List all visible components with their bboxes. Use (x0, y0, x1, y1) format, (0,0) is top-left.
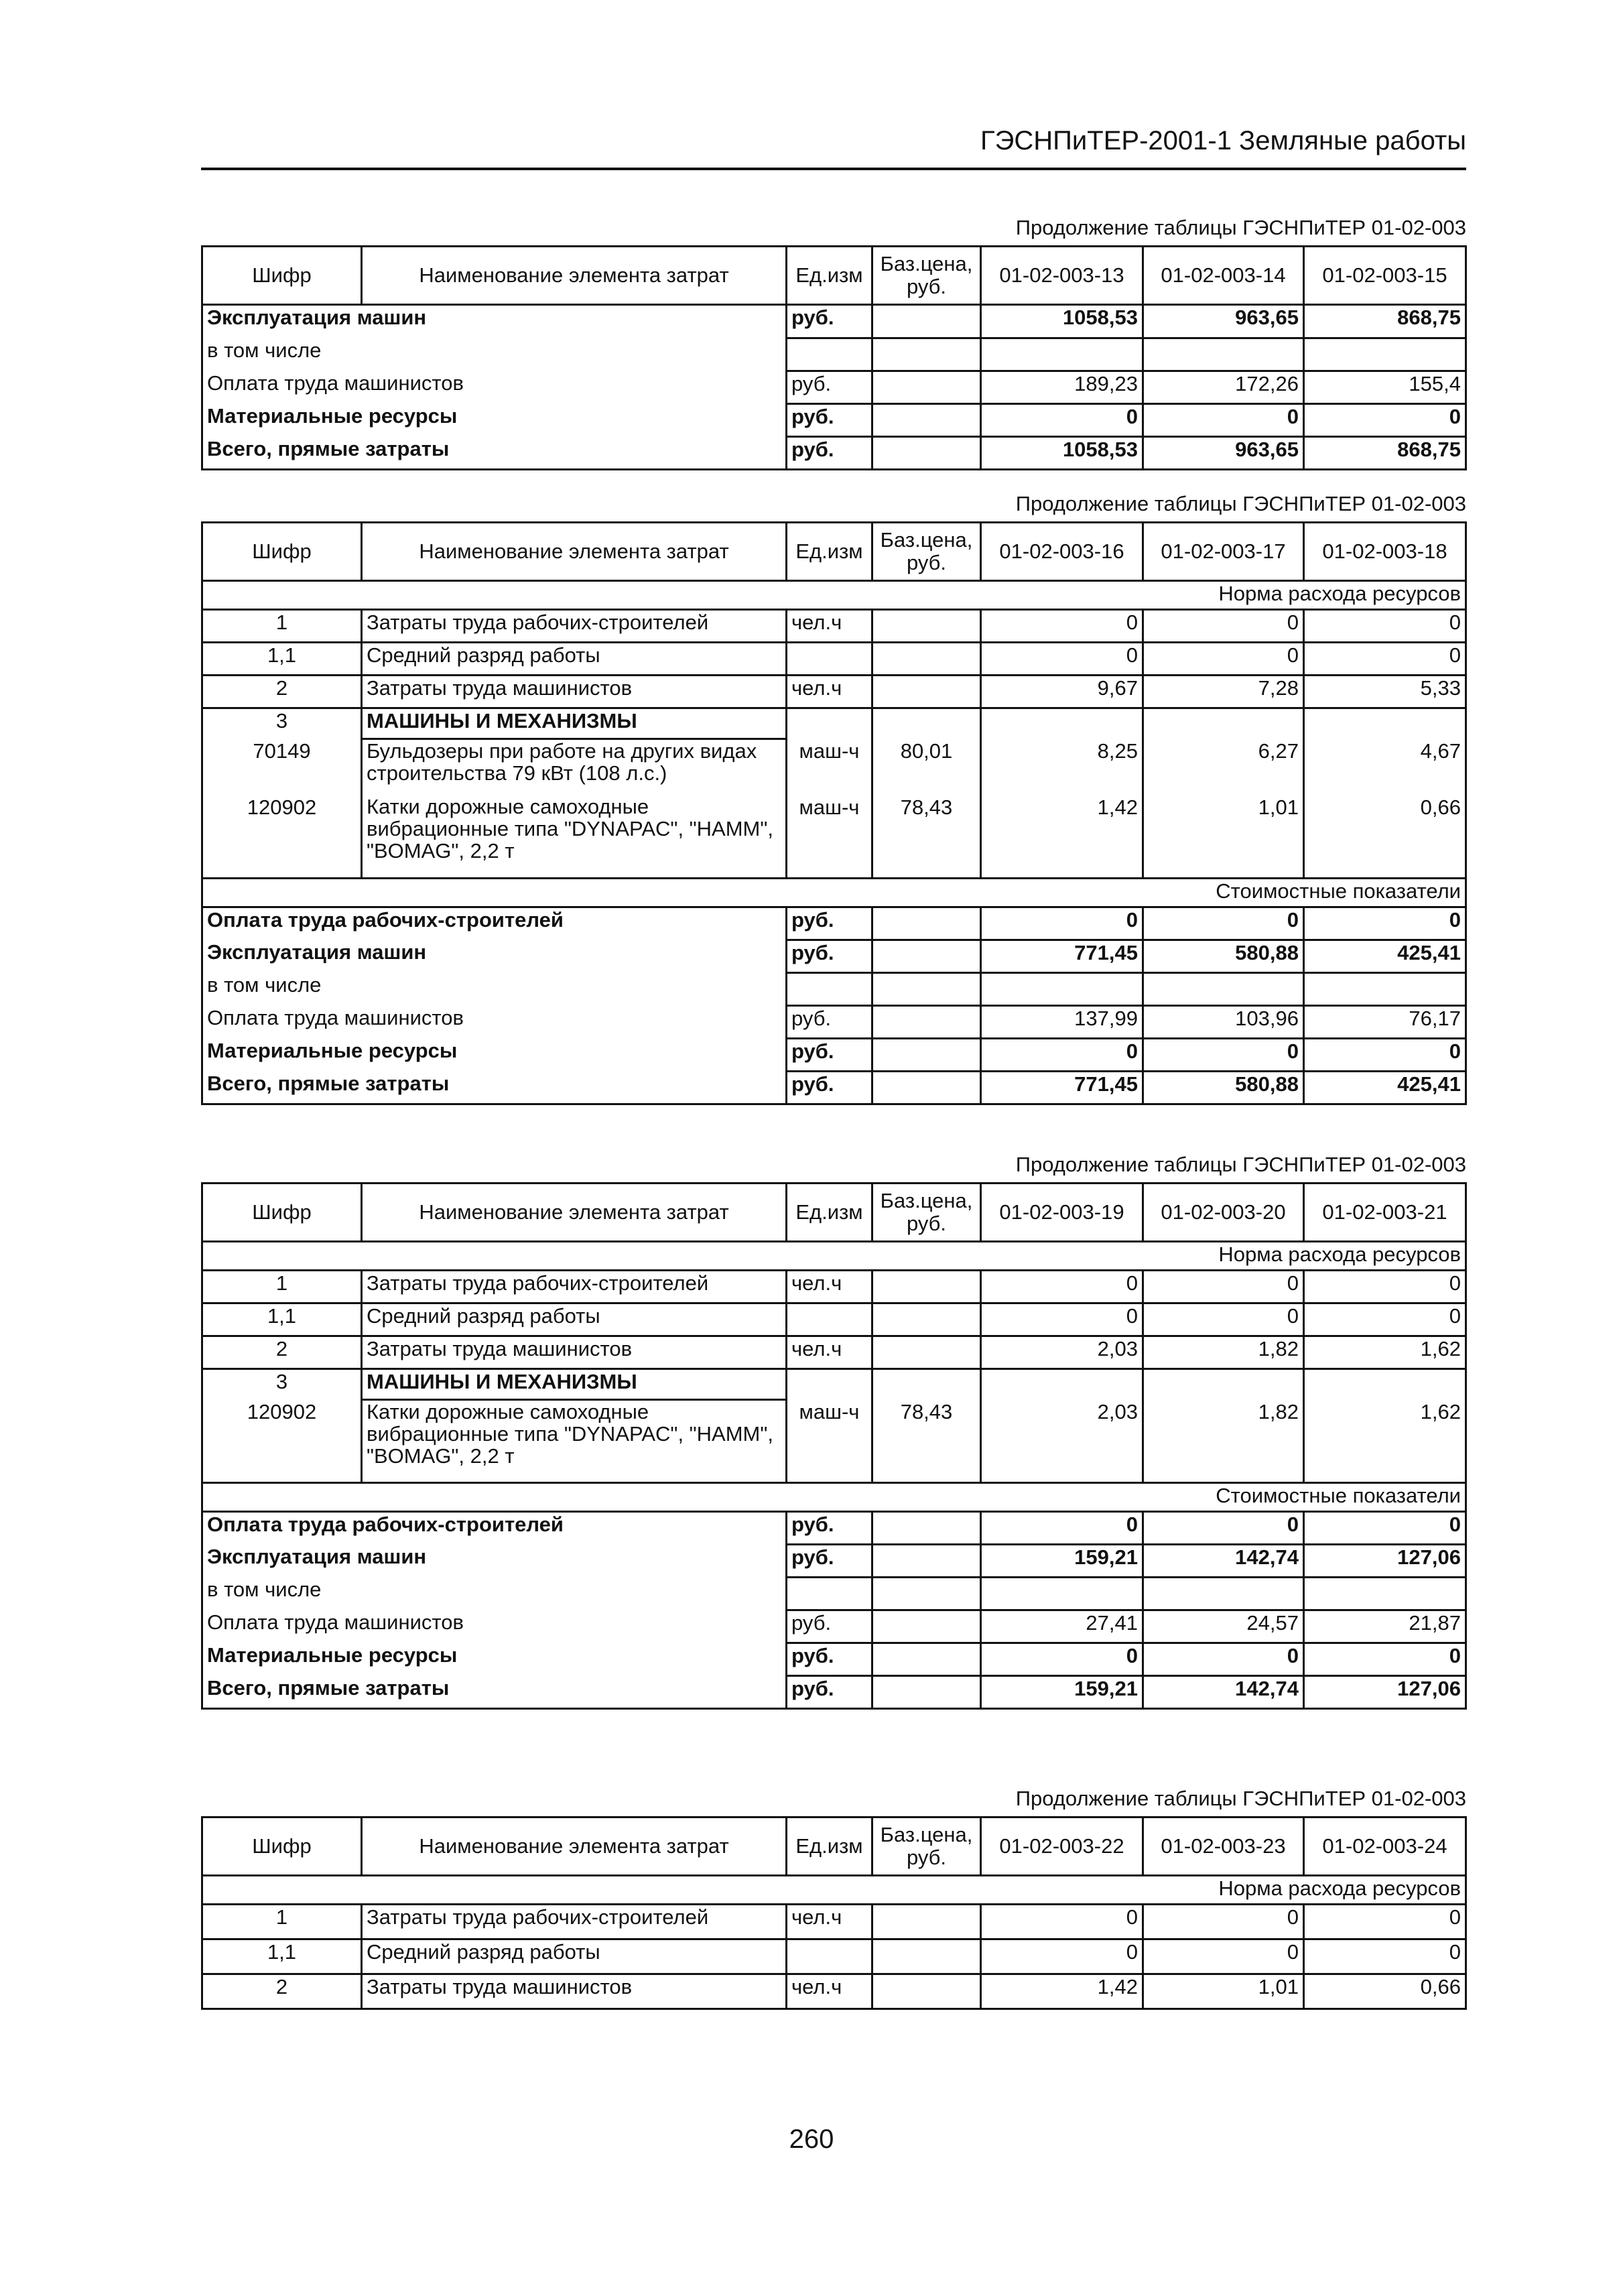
resource-name: Средний разряд работы (362, 1303, 787, 1336)
value-cell: 21,87 (1304, 1610, 1466, 1643)
value-cell: 0 (981, 1039, 1143, 1072)
col-rate-code: 01-02-003-22 (981, 1817, 1143, 1876)
resource-name: Катки дорожные самоходные вибрационные типа "DYNAPAC", "HAMM", "BOMAG", 2,2 т (362, 1400, 787, 1483)
unit-cell: руб. (787, 940, 872, 973)
value-cell: 0 (1143, 610, 1304, 643)
table-row (202, 1643, 1466, 1676)
value-cell: 0 (1304, 1039, 1466, 1072)
rate-table-2 (201, 521, 1467, 1105)
col-rate-code: 01-02-003-15 (1304, 247, 1466, 305)
value-cell: 580,88 (1143, 940, 1304, 973)
value-cell: 1,42 (981, 795, 1143, 879)
value-cell: 1,62 (1304, 1400, 1466, 1483)
section-band (202, 1876, 1466, 1905)
norm-section-label: Норма расхода ресурсов (202, 581, 1466, 610)
value-cell: 0 (1143, 404, 1304, 437)
unit-cell: руб. (787, 371, 872, 404)
table-caption: Продолжение таблицы ГЭСНПиТЕР 01-02-003 (1015, 216, 1466, 239)
unit-cell: руб. (787, 404, 872, 437)
table-row (202, 1303, 1466, 1336)
price-cell (872, 643, 981, 676)
col-rate-code: 01-02-003-16 (981, 523, 1143, 581)
col-price-header: Баз.цена, руб. (872, 247, 981, 305)
value-cell: 4,67 (1304, 739, 1466, 795)
value-cell: 1,01 (1143, 795, 1304, 879)
cost-item-name: Всего, прямые затраты (202, 1072, 787, 1104)
unit-cell: руб. (787, 907, 872, 940)
col-code-header: Шифр (202, 247, 362, 305)
resource-code: 2 (202, 1974, 362, 2009)
norm-section-label: Норма расхода ресурсов (202, 1242, 1466, 1271)
cost-item-name: Материальные ресурсы (202, 1039, 787, 1072)
cost-item-name: Всего, прямые затраты (202, 437, 787, 470)
cost-item-name: Материальные ресурсы (202, 1643, 787, 1676)
table-header-row (202, 1184, 1466, 1242)
rate-table-4 (201, 1816, 1467, 2010)
value-cell: 0 (1304, 643, 1466, 676)
value-cell: 159,21 (981, 1676, 1143, 1709)
value-cell: 0 (1304, 404, 1466, 437)
col-unit-header: Ед.изм (787, 247, 872, 305)
value-cell: 24,57 (1143, 1610, 1304, 1643)
price-cell (872, 676, 981, 708)
value-cell: 127,06 (1304, 1545, 1466, 1578)
value-cell: 0,66 (1304, 795, 1466, 879)
table-row (202, 1578, 1466, 1610)
cost-item-name: Эксплуатация машин (202, 1545, 787, 1578)
resource-group-name: МАШИНЫ И МЕХАНИЗМЫ (362, 708, 787, 739)
table-row (202, 1072, 1466, 1104)
price-cell (872, 305, 981, 338)
col-code-header: Шифр (202, 523, 362, 581)
col-code-header: Шифр (202, 1184, 362, 1242)
unit-cell: руб. (787, 1039, 872, 1072)
value-cell: 2,03 (981, 1400, 1143, 1483)
unit-cell (787, 643, 872, 676)
value-cell: 0 (1304, 1271, 1466, 1303)
col-rate-code: 01-02-003-14 (1143, 247, 1304, 305)
cost-item-name: Оплата труда машинистов (202, 1610, 787, 1643)
price-cell (872, 437, 981, 470)
value-cell: 142,74 (1143, 1545, 1304, 1578)
value-cell: 0 (1143, 1643, 1304, 1676)
resource-code: 2 (202, 1336, 362, 1369)
col-rate-code: 01-02-003-24 (1304, 1817, 1466, 1876)
unit-cell: руб. (787, 1512, 872, 1545)
col-unit-header: Ед.изм (787, 1817, 872, 1876)
value-cell: 0 (1143, 1939, 1304, 1974)
table-row (202, 1939, 1466, 1974)
col-rate-code: 01-02-003-20 (1143, 1184, 1304, 1242)
col-name-header: Наименование элемента затрат (362, 1817, 787, 1876)
value-cell: 0 (1143, 907, 1304, 940)
col-rate-code: 01-02-003-21 (1304, 1184, 1466, 1242)
value-cell: 1058,53 (981, 305, 1143, 338)
cost-item-name: в том числе (202, 338, 787, 371)
value-cell: 1058,53 (981, 437, 1143, 470)
value-cell: 8,25 (981, 739, 1143, 795)
value-cell: 0 (1304, 1303, 1466, 1336)
resource-name: Средний разряд работы (362, 1939, 787, 1974)
unit-cell: руб. (787, 1676, 872, 1709)
unit-cell: руб. (787, 1006, 872, 1039)
value-cell: 0 (1143, 1905, 1304, 1939)
table-caption: Продолжение таблицы ГЭСНПиТЕР 01-02-003 (1015, 1787, 1466, 1810)
resource-code: 1,1 (202, 643, 362, 676)
value-cell: 1,62 (1304, 1336, 1466, 1369)
value-cell: 0 (981, 1303, 1143, 1336)
resource-code: 120902 (202, 795, 362, 879)
cost-section-label: Стоимостные показатели (202, 1483, 1466, 1512)
col-name-header: Наименование элемента затрат (362, 523, 787, 581)
table-row (202, 907, 1466, 940)
unit-cell: маш-ч (787, 1400, 872, 1483)
unit-cell: чел.ч (787, 1905, 872, 1939)
unit-cell: руб. (787, 1610, 872, 1643)
value-cell: 2,03 (981, 1336, 1143, 1369)
section-band (202, 879, 1466, 907)
table-row (202, 643, 1466, 676)
cost-item-name: Всего, прямые затраты (202, 1676, 787, 1709)
value-cell: 142,74 (1143, 1676, 1304, 1709)
table-row (202, 437, 1466, 470)
table-row (202, 1400, 1466, 1483)
value-cell: 0 (1143, 1512, 1304, 1545)
cost-item-name: Оплата труда машинистов (202, 1006, 787, 1039)
table-row (202, 795, 1466, 879)
value-cell: 868,75 (1304, 437, 1466, 470)
value-cell: 1,82 (1143, 1336, 1304, 1369)
value-cell: 0 (1304, 1939, 1466, 1974)
rate-table-3 (201, 1182, 1467, 1710)
value-cell: 127,06 (1304, 1676, 1466, 1709)
cost-item-name: Материальные ресурсы (202, 404, 787, 437)
table-row (202, 610, 1466, 643)
value-cell: 0 (981, 1643, 1143, 1676)
resource-code: 1 (202, 1905, 362, 1939)
value-cell: 425,41 (1304, 1072, 1466, 1104)
resource-name: Затраты труда машинистов (362, 1974, 787, 2009)
header-rule (201, 168, 1466, 170)
value-cell: 963,65 (1143, 437, 1304, 470)
col-rate-code: 01-02-003-18 (1304, 523, 1466, 581)
col-rate-code: 01-02-003-17 (1143, 523, 1304, 581)
cost-item-name: в том числе (202, 1578, 787, 1610)
resource-name: Затраты труда рабочих-строителей (362, 1271, 787, 1303)
table-row (202, 1676, 1466, 1709)
value-cell: 9,67 (981, 676, 1143, 708)
value-cell: 963,65 (1143, 305, 1304, 338)
table-row (202, 305, 1466, 338)
table-header-row (202, 1817, 1466, 1876)
col-price-header: Баз.цена, руб. (872, 1184, 981, 1242)
value-cell: 0 (1304, 1643, 1466, 1676)
value-cell: 172,26 (1143, 371, 1304, 404)
price-cell: 78,43 (872, 795, 981, 879)
price-cell: 78,43 (872, 1400, 981, 1483)
value-cell: 580,88 (1143, 1072, 1304, 1104)
value-cell: 7,28 (1143, 676, 1304, 708)
unit-cell: чел.ч (787, 676, 872, 708)
col-unit-header: Ед.изм (787, 523, 872, 581)
unit-cell: руб. (787, 437, 872, 470)
col-rate-code: 01-02-003-19 (981, 1184, 1143, 1242)
table-row (202, 1610, 1466, 1643)
cost-item-name: Оплата труда рабочих-строителей (202, 907, 787, 940)
value-cell: 0 (981, 610, 1143, 643)
col-name-header: Наименование элемента затрат (362, 1184, 787, 1242)
value-cell: 0 (1304, 1905, 1466, 1939)
table-row (202, 338, 1466, 371)
page-number: 260 (789, 2124, 834, 2154)
unit-cell: чел.ч (787, 1336, 872, 1369)
value-cell: 0 (981, 1939, 1143, 1974)
value-cell: 0 (981, 404, 1143, 437)
unit-cell: руб. (787, 1545, 872, 1578)
value-cell: 0 (981, 1271, 1143, 1303)
resource-code: 70149 (202, 739, 362, 795)
table-row (202, 371, 1466, 404)
table-row (202, 1006, 1466, 1039)
resource-code: 1,1 (202, 1939, 362, 1974)
value-cell: 425,41 (1304, 940, 1466, 973)
col-name-header: Наименование элемента затрат (362, 247, 787, 305)
unit-cell: маш-ч (787, 795, 872, 879)
resource-code: 3 (202, 1369, 362, 1400)
unit-cell: чел.ч (787, 1271, 872, 1303)
unit-cell: руб. (787, 305, 872, 338)
running-header: ГЭСНПиТЕР-2001-1 Земляные работы (980, 126, 1466, 155)
section-band (202, 1483, 1466, 1512)
col-price-header: Баз.цена, руб. (872, 1817, 981, 1876)
table-caption: Продолжение таблицы ГЭСНПиТЕР 01-02-003 (1015, 492, 1466, 515)
value-cell: 0 (981, 643, 1143, 676)
value-cell: 0 (1143, 1271, 1304, 1303)
table-row (202, 1336, 1466, 1369)
resource-name: Затраты труда машинистов (362, 1336, 787, 1369)
unit-cell: маш-ч (787, 739, 872, 795)
table-row (202, 708, 1466, 739)
table-row (202, 676, 1466, 708)
cost-item-name: Оплата труда рабочих-строителей (202, 1512, 787, 1545)
resource-name: Катки дорожные самоходные вибрационные типа "DYNAPAC", "HAMM", "BOMAG", 2,2 т (362, 795, 787, 879)
cost-item-name: Оплата труда машинистов (202, 371, 787, 404)
table-header-row (202, 247, 1466, 305)
cost-item-name: Эксплуатация машин (202, 305, 787, 338)
unit-cell: чел.ч (787, 1974, 872, 2009)
table-row (202, 1039, 1466, 1072)
resource-name: Бульдозеры при работе на других видах строительства 79 кВт (108 л.с.) (362, 739, 787, 795)
unit-cell: руб. (787, 1072, 872, 1104)
value-cell: 159,21 (981, 1545, 1143, 1578)
value-cell: 0 (1304, 907, 1466, 940)
cost-item-name: Эксплуатация машин (202, 940, 787, 973)
resource-code: 3 (202, 708, 362, 739)
rate-table-1 (201, 245, 1467, 470)
norm-section-label: Норма расхода ресурсов (202, 1876, 1466, 1905)
section-band (202, 581, 1466, 610)
section-band (202, 1242, 1466, 1271)
value-cell: 27,41 (981, 1610, 1143, 1643)
value-cell: 0 (981, 1905, 1143, 1939)
resource-name: Затраты труда рабочих-строителей (362, 610, 787, 643)
cost-item-name: в том числе (202, 973, 787, 1006)
value-cell: 0 (1304, 1512, 1466, 1545)
table-header-row (202, 523, 1466, 581)
value-cell: 0 (1143, 1039, 1304, 1072)
value-cell: 0,66 (1304, 1974, 1466, 2009)
unit-cell: чел.ч (787, 610, 872, 643)
value-cell: 0 (1143, 1303, 1304, 1336)
value-cell: 137,99 (981, 1006, 1143, 1039)
value-cell: 868,75 (1304, 305, 1466, 338)
value-cell: 1,42 (981, 1974, 1143, 2009)
value-cell: 103,96 (1143, 1006, 1304, 1039)
table-row (202, 940, 1466, 973)
value-cell: 155,4 (1304, 371, 1466, 404)
unit-cell: руб. (787, 1643, 872, 1676)
value-cell: 1,01 (1143, 1974, 1304, 2009)
value-cell: 76,17 (1304, 1006, 1466, 1039)
resource-code: 1 (202, 1271, 362, 1303)
value-cell: 0 (1304, 610, 1466, 643)
price-cell (872, 371, 981, 404)
value-cell: 0 (981, 907, 1143, 940)
col-unit-header: Ед.изм (787, 1184, 872, 1242)
col-rate-code: 01-02-003-23 (1143, 1817, 1304, 1876)
table-row (202, 973, 1466, 1006)
resource-code: 1 (202, 610, 362, 643)
value-cell: 1,82 (1143, 1400, 1304, 1483)
resource-name: Затраты труда машинистов (362, 676, 787, 708)
resource-code: 2 (202, 676, 362, 708)
price-cell (872, 610, 981, 643)
col-rate-code: 01-02-003-13 (981, 247, 1143, 305)
value-cell: 771,45 (981, 1072, 1143, 1104)
table-row (202, 1905, 1466, 1939)
value-cell: 0 (981, 1512, 1143, 1545)
price-cell: 80,01 (872, 739, 981, 795)
table-row (202, 1369, 1466, 1400)
table-row (202, 1512, 1466, 1545)
table-caption: Продолжение таблицы ГЭСНПиТЕР 01-02-003 (1015, 1153, 1466, 1176)
col-price-header: Баз.цена, руб. (872, 523, 981, 581)
table-row (202, 1545, 1466, 1578)
table-row (202, 1974, 1466, 2009)
value-cell: 5,33 (1304, 676, 1466, 708)
col-code-header: Шифр (202, 1817, 362, 1876)
value-cell: 0 (1143, 643, 1304, 676)
resource-code: 120902 (202, 1400, 362, 1483)
value-cell: 6,27 (1143, 739, 1304, 795)
table-row (202, 739, 1466, 795)
resource-name: Средний разряд работы (362, 643, 787, 676)
value-cell: 189,23 (981, 371, 1143, 404)
table-row (202, 404, 1466, 437)
resource-code: 1,1 (202, 1303, 362, 1336)
price-cell (872, 404, 981, 437)
resource-group-name: МАШИНЫ И МЕХАНИЗМЫ (362, 1369, 787, 1400)
resource-name: Затраты труда рабочих-строителей (362, 1905, 787, 1939)
cost-section-label: Стоимостные показатели (202, 879, 1466, 907)
table-row (202, 1271, 1466, 1303)
value-cell: 771,45 (981, 940, 1143, 973)
